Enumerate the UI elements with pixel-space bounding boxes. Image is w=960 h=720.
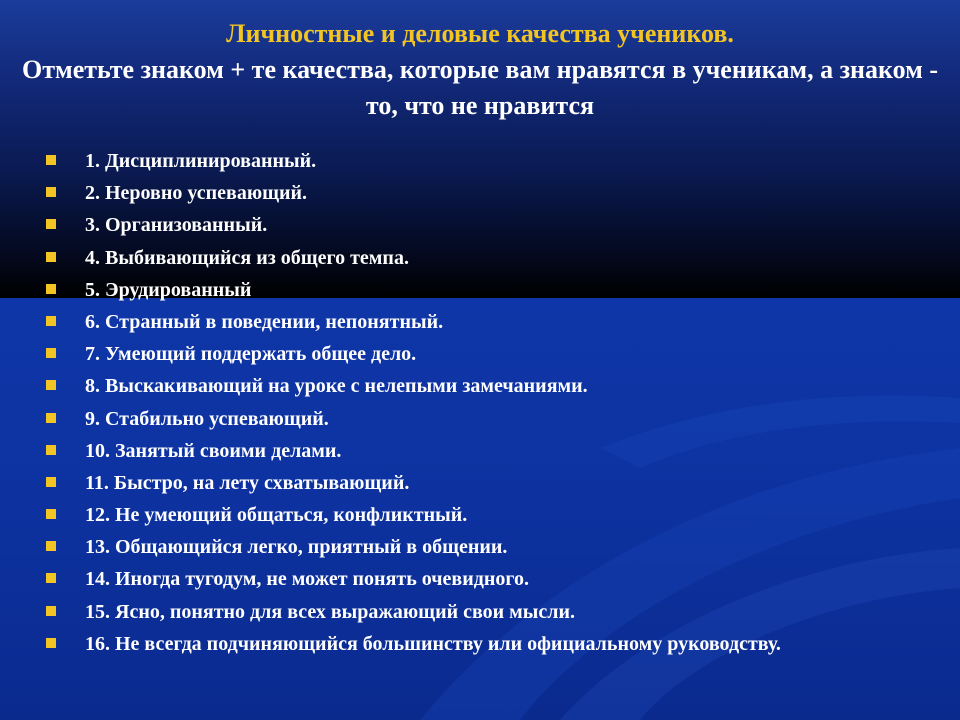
list-item xyxy=(44,373,924,399)
list-item-text: 10. Занятый своими делами. xyxy=(85,439,342,462)
list-item xyxy=(44,438,924,464)
list-item xyxy=(44,502,924,528)
square-bullet-icon xyxy=(46,413,56,423)
list-item-text: 11. Быстро, на лету схватывающий. xyxy=(85,471,410,494)
list-item xyxy=(44,245,924,271)
list-item xyxy=(44,277,924,303)
list-item xyxy=(44,341,924,367)
square-bullet-icon xyxy=(46,445,56,455)
square-bullet-icon xyxy=(46,638,56,648)
square-bullet-icon xyxy=(46,252,56,262)
list-item-text: 13. Общающийся легко, приятный в общении. xyxy=(85,536,508,559)
list-item-text: 12. Не умеющий общаться, конфликтный. xyxy=(85,504,468,527)
square-bullet-icon xyxy=(46,573,56,583)
slide-title xyxy=(20,16,940,124)
list-item xyxy=(44,631,924,657)
list-item xyxy=(44,534,924,560)
list-item xyxy=(44,180,924,206)
list-item xyxy=(44,406,924,432)
list-item-text: 7. Умеющий поддержать общее дело. xyxy=(85,343,417,366)
square-bullet-icon xyxy=(46,187,56,197)
square-bullet-icon xyxy=(46,284,56,294)
list-item xyxy=(44,309,924,335)
qualities-list xyxy=(44,148,924,663)
list-item xyxy=(44,212,924,238)
list-item-text: 16. Не всегда подчиняющийся большинству или официальному руководству. xyxy=(85,632,781,655)
list-item-text: 5. Эрудированный xyxy=(85,278,252,301)
list-item-text: 14. Иногда тугодум, не может понять очевидного. xyxy=(85,568,529,591)
list-item xyxy=(44,470,924,496)
list-item-text: 6. Странный в поведении, непонятный. xyxy=(85,310,444,333)
square-bullet-icon xyxy=(46,219,56,229)
list-item xyxy=(44,566,924,592)
square-bullet-icon xyxy=(46,155,56,165)
list-item-text: 8. Выскакивающий на уроке с нелепыми замечаниями. xyxy=(85,375,588,398)
square-bullet-icon xyxy=(46,348,56,358)
list-item xyxy=(44,148,924,174)
title-instruction: Отметьте знаком + те качества, которые вам нравятся в ученикам, а знаком - то, что не нравится xyxy=(21,55,939,120)
title-heading: Личностные и деловые качества учеников. xyxy=(226,19,734,48)
square-bullet-icon xyxy=(46,380,56,390)
list-item-text: 2. Неровно успевающий. xyxy=(85,182,308,205)
square-bullet-icon xyxy=(46,541,56,551)
list-item-text: 9. Стабильно успевающий. xyxy=(85,407,329,430)
list-item-text: 4. Выбивающийся из общего темпа. xyxy=(85,246,409,269)
square-bullet-icon xyxy=(46,606,56,616)
list-item-text: 3. Организованный. xyxy=(85,214,268,237)
square-bullet-icon xyxy=(46,316,56,326)
list-item-text: 15. Ясно, понятно для всех выражающий свои мысли. xyxy=(85,600,576,623)
square-bullet-icon xyxy=(46,509,56,519)
square-bullet-icon xyxy=(46,477,56,487)
list-item xyxy=(44,599,924,625)
list-item-text: 1. Дисциплинированный. xyxy=(85,150,317,172)
